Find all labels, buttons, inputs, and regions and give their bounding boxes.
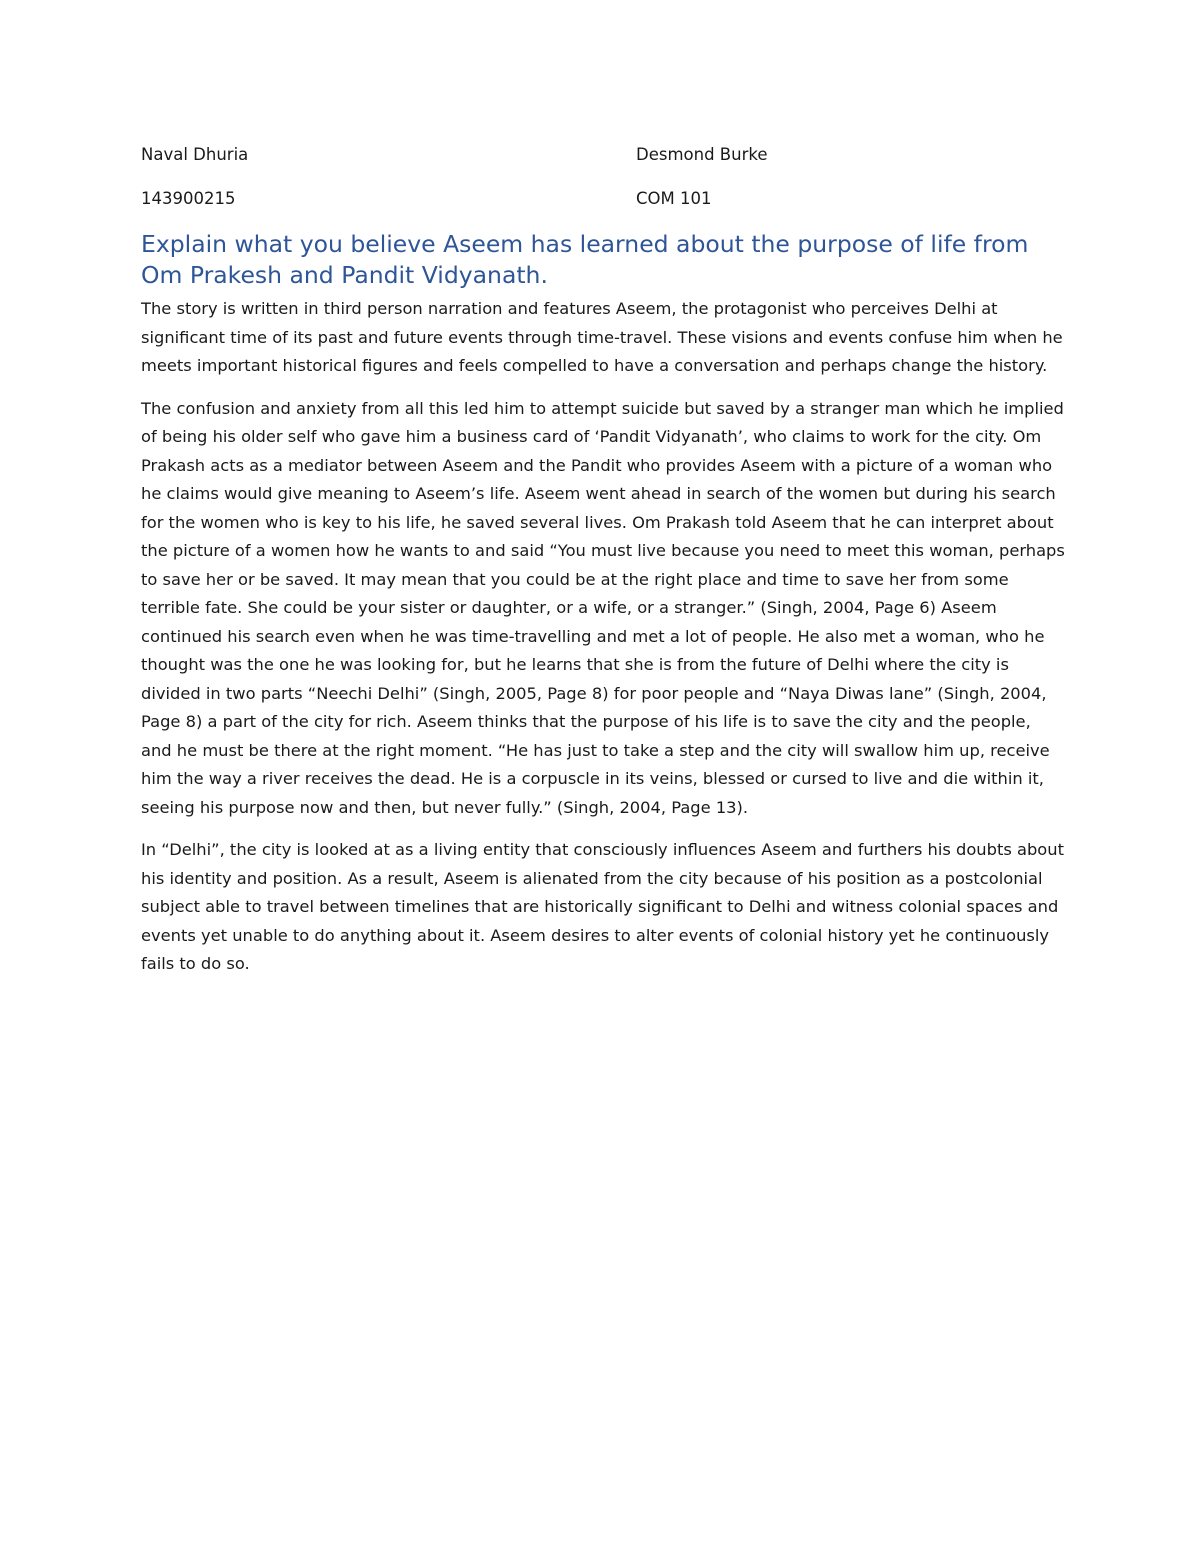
course-code: COM 101 bbox=[636, 189, 712, 208]
student-name: Naval Dhuria bbox=[141, 145, 249, 164]
header-row-names bbox=[141, 143, 1081, 167]
paragraph-3: In “Delhi”, the city is looked at as a living entity that consciously influences Aseem and furthers his doubts about his identity and position. As a result, Aseem is alienated from the city because of his position as a postcolonial subject able to travel between timelines that are historically significant to Delhi and witness colonial spaces and events yet unable to do anything about it. Aseem desires to alter events of colonial history yet he continuously fails to do so. bbox=[141, 840, 1064, 973]
paragraph-2: The confusion and anxiety from all this led him to attempt suicide but saved by a stranger man which he implied of being his older self who gave him a business card of ‘Pandit Vidyanath’, who claims to work for the city. Om Prakash acts as a mediator between Aseem and the Pandit who provides Aseem with a picture of a woman who he claims would give meaning to Aseem’s life. Aseem went ahead in search of the women but during his search for the women who is key to his life, he saved several lives. Om Prakash told Aseem that he can interpret about the picture of a women how he wants to and said “You must live because you need to meet this woman, perhaps to save her or be saved. It may mean that you could be at the right place and time to save her from some terrible fate. She could be your sister or daughter, or a wife, or a stranger.” (Singh, 2004, Page 6) Aseem continued his search even when he was time-travelling and met a lot of people. He also met a woman, who he thought was the one he was looking for, but he learns that she is from the future of Delhi where the city is divided in two parts “Neechi Delhi” (Singh, 2005, Page 8) for poor people and “Naya Diwas lane” (Singh, 2004, Page 8) a part of the city for rich. Aseem thinks that the purpose of his life is to save the city and the people, and he must be there at the right moment. “He has just to take a step and the city will swallow him up, receive him the way a river receives the dead. He is a corpuscle in its veins, blessed or cursed to live and die within it, seeing his purpose now and then, but never fully.” (Singh, 2004, Page 13). bbox=[141, 398, 1065, 817]
paragraph-1: The story is written in third person narration and features Aseem, the protagonist who perceives Delhi at significant time of its past and future events through time-travel. These visions and events confuse him when he meets important historical figures and feels compelled to have a conversation and perhaps change the history. bbox=[141, 299, 1063, 375]
instructor-name: Desmond Burke bbox=[636, 145, 768, 164]
student-id: 143900215 bbox=[141, 189, 236, 208]
essay-body bbox=[141, 295, 1066, 993]
header-row-ids bbox=[141, 187, 1081, 211]
essay-question-heading: Explain what you believe Aseem has learned about the purpose of life from Om Prakesh and Pandit Vidyanath. bbox=[141, 230, 1029, 289]
